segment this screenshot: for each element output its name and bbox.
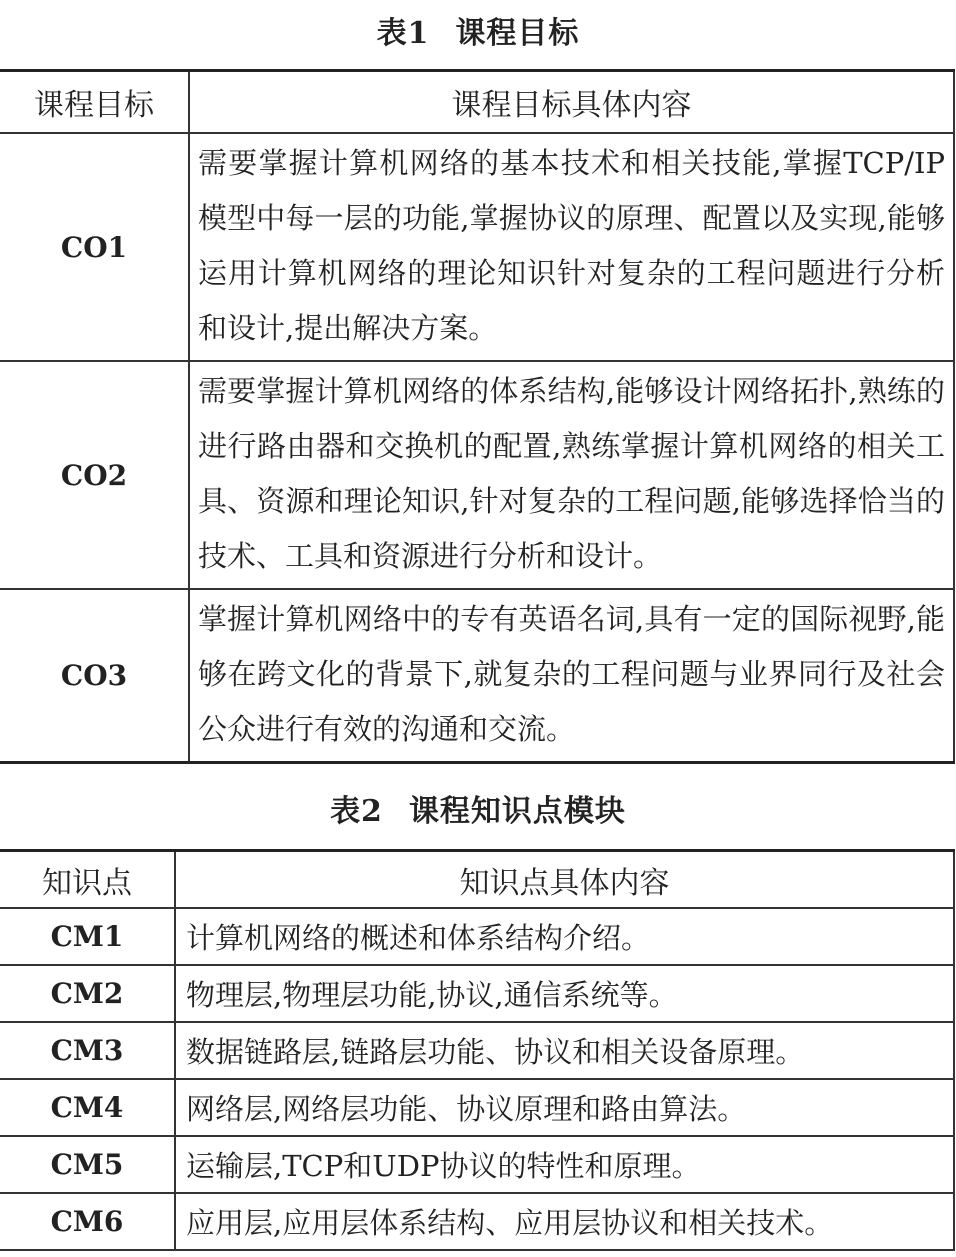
table2-caption <box>0 786 956 830</box>
table-row <box>0 361 954 589</box>
table1-caption-title: 课程目标 <box>455 16 580 51</box>
header-objective-content: 课程目标具体内容 <box>189 71 954 134</box>
header-knowledge-point: 知识点 <box>0 851 175 909</box>
module-content: 应用层,应用层体系结构、应用层协议和相关技术。 <box>175 1193 954 1250</box>
table1-caption <box>0 8 956 52</box>
table-row <box>0 1136 954 1193</box>
module-id: CM6 <box>0 1193 175 1250</box>
module-content: 计算机网络的概述和体系结构介绍。 <box>175 908 954 965</box>
table-row <box>0 965 954 1022</box>
module-id: CM3 <box>0 1022 175 1079</box>
table1-caption-number: 表1 <box>376 16 430 51</box>
header-knowledge-content: 知识点具体内容 <box>175 851 954 909</box>
table-row <box>0 1079 954 1136</box>
module-id: CM4 <box>0 1079 175 1136</box>
module-content: 运输层,TCP和UDP协议的特性和原理。 <box>175 1136 954 1193</box>
table2-caption-number: 表2 <box>330 794 383 829</box>
module-id: CM5 <box>0 1136 175 1193</box>
module-content: 物理层,物理层功能,协议,通信系统等。 <box>175 965 954 1022</box>
table-header-row <box>0 851 954 909</box>
knowledge-modules-table <box>0 849 955 1251</box>
table-row <box>0 133 954 361</box>
table2-caption-title: 课程知识点模块 <box>408 794 626 829</box>
module-content: 网络层,网络层功能、协议原理和路由算法。 <box>175 1079 954 1136</box>
table-row <box>0 589 954 763</box>
table-row <box>0 1022 954 1079</box>
course-objectives-table <box>0 69 955 764</box>
module-id: CM2 <box>0 965 175 1022</box>
table-header-row <box>0 71 954 134</box>
table-row <box>0 1193 954 1250</box>
objective-id: CO1 <box>0 133 189 361</box>
objective-content: 需要掌握计算机网络的体系结构,能够设计网络拓扑,熟练的进行路由器和交换机的配置,熟练掌握计算机网络的相关工具、资源和理论知识,针对复杂的工程问题,能够选择恰当的技术、工具和资源进行分析和设计。 <box>189 361 954 589</box>
module-id: CM1 <box>0 908 175 965</box>
header-objective: 课程目标 <box>0 71 189 134</box>
objective-id: CO3 <box>0 589 189 763</box>
module-content: 数据链路层,链路层功能、协议和相关设备原理。 <box>175 1022 954 1079</box>
objective-content: 需要掌握计算机网络的基本技术和相关技能,掌握TCP/IP 模型中每一层的功能,掌握协议的原理、配置以及实现,能够运用计算机网络的理论知识针对复杂的工程问题进行分析和设计,提出解决方案。 <box>189 133 954 361</box>
objective-id: CO2 <box>0 361 189 589</box>
objective-content: 掌握计算机网络中的专有英语名词,具有一定的国际视野,能够在跨文化的背景下,就复杂的工程问题与业界同行及社会公众进行有效的沟通和交流。 <box>189 589 954 763</box>
table-row <box>0 908 954 965</box>
